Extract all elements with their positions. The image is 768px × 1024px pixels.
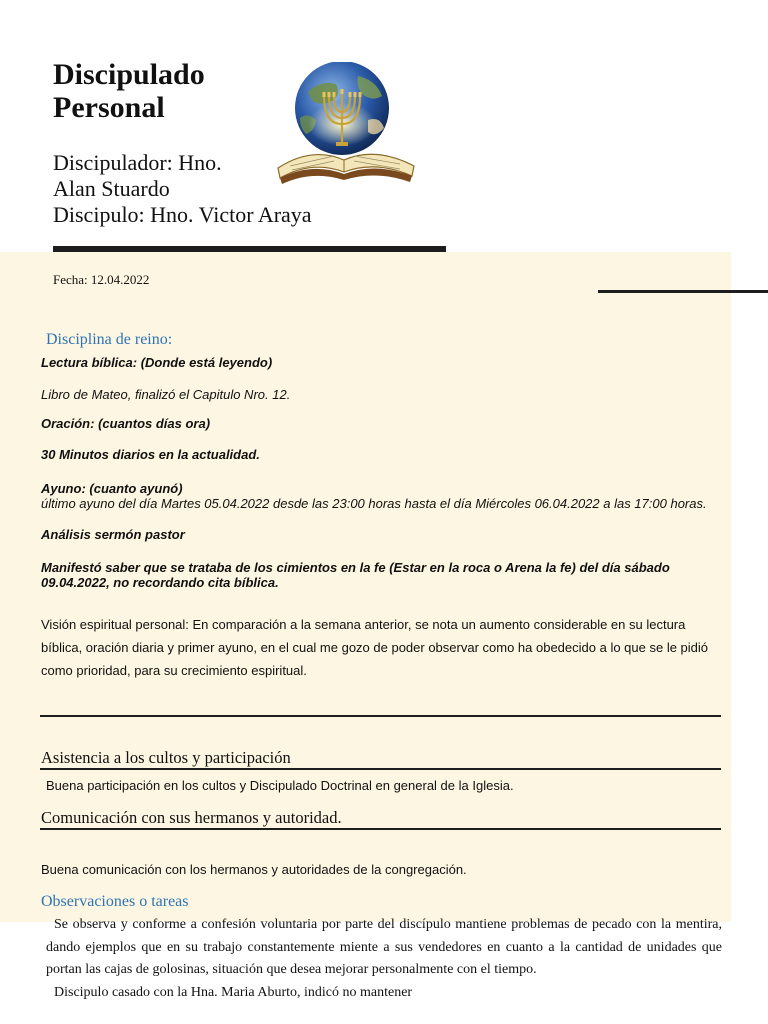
- header-divider: [53, 246, 446, 252]
- page-title: [53, 58, 205, 124]
- observaciones-body: [46, 914, 722, 1004]
- disciplina-heading: Disciplina de reino:: [46, 331, 173, 348]
- asistencia-heading: Asistencia a los cultos y participación: [41, 748, 291, 767]
- comunicacion-heading: Comunicación con sus hermanos y autoridad.: [41, 808, 342, 827]
- right-accent-line: [598, 290, 768, 293]
- title-line-1: Discipulado: [53, 58, 205, 91]
- comunicacion-value: Buena comunicación con los hermanos y autoridades de la congregación.: [41, 862, 467, 877]
- sermon-label: Análisis sermón pastor: [41, 527, 185, 542]
- comunicacion-underline: [40, 828, 721, 830]
- discipulo-label: Discipulo: Hno. Victor Araya: [53, 202, 312, 227]
- asistencia-value: Buena participación en los cultos y Discipulado Doctrinal en general de la Iglesia.: [46, 778, 514, 793]
- lectura-value: Libro de Mateo, finalizó el Capitulo Nro. 12.: [41, 387, 291, 402]
- observaciones-paragraph-1: Se observa y conforme a confesión voluntaria por parte del discípulo mantiene problemas de pecado con la mentira, dando ejemplos que en su trabajo constantemente miente a sus vendedores en cuanto a la cantidad de unidades que portan las cajas de golosinas, situación que desea mejorar personalmente con el tiempo.: [46, 917, 722, 977]
- section-divider: [40, 715, 721, 717]
- oracion-value: 30 Minutos diarios en la actualidad.: [41, 447, 260, 462]
- title-line-2: Personal: [53, 91, 165, 124]
- vision-paragraph: Visión espiritual personal: En comparación a la semana anterior, se nota un aumento considerable en su lectura bíblica, oración diaria y primer ayuno, en el cual me gozo de poder observar como ha obedecido a lo que se le pidió como prioridad, para su crecimiento espiritual.: [41, 617, 709, 678]
- lectura-label: Lectura bíblica: (Donde está leyendo): [41, 355, 273, 370]
- discipulador-label: Discipulador: Hno.: [53, 150, 222, 175]
- discipulador-name: Alan Stuardo: [53, 176, 170, 201]
- asistencia-underline: [40, 768, 721, 770]
- observaciones-heading: Observaciones o tareas: [41, 893, 189, 910]
- sermon-value: Manifestó saber que se trataba de los cimientos en la fe (Estar en la roca o Arena la fe) del día sábado 09.04.2022, no recordando cita bíblica.: [41, 560, 670, 590]
- oracion-label: Oración: (cuantos días ora): [41, 416, 211, 431]
- date-label: Fecha: 12.04.2022: [53, 272, 150, 287]
- observaciones-paragraph-2: Discipulo casado con la Hna. Maria Aburto, indicó no mantener: [54, 984, 413, 1000]
- ayuno-value: último ayuno del día Martes 05.04.2022 desde las 23:00 horas hasta el día Miércoles 06.04.2022 a las 17:00 horas.: [41, 496, 707, 511]
- ayuno-label: Ayuno: (cuanto ayunó): [41, 481, 183, 496]
- globe-menorah-bible-icon: [272, 62, 422, 190]
